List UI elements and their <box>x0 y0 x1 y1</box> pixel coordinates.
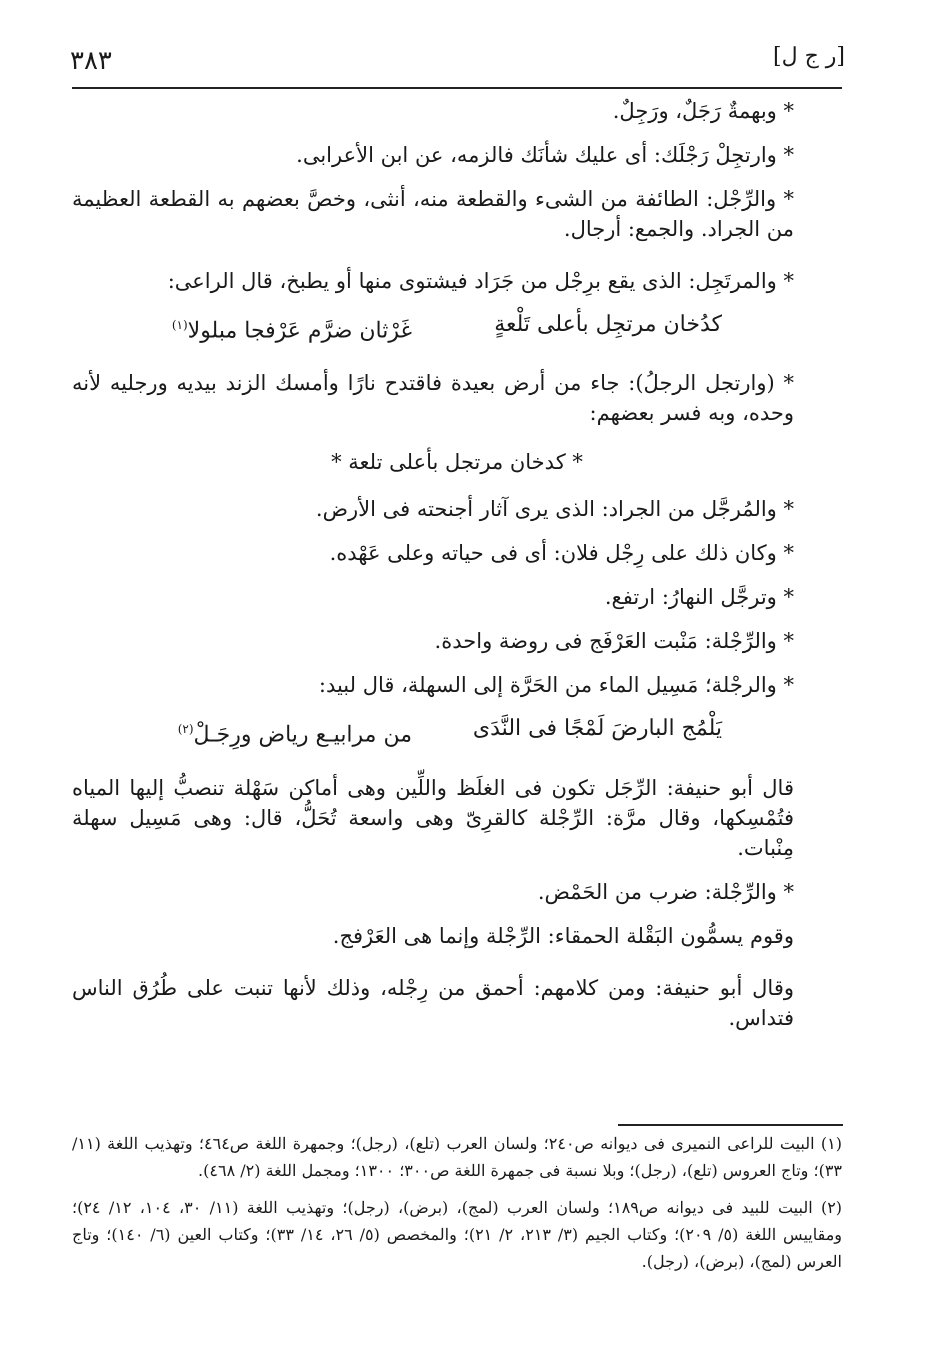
paragraph: * وارتجِلْ رَجْلَك: أى عليك شأنَك فالزمه، عن ابن الأعرابى. <box>296 143 794 167</box>
verse-1 <box>72 310 842 346</box>
footnote-ref-2: (٢) <box>177 722 194 737</box>
verse-2-hemistich-right: يَلْمُج البارضَ لَمْجًا فى النَّدَى <box>472 716 722 742</box>
verse-1-left-text: غَرْثان ضرَّم عَرْفجا مبلولا <box>187 318 412 344</box>
verse-2-left-text: من مرابيـع رياض ورِجَـلْ <box>193 722 412 748</box>
entry-line: * والرِّجْلة: ضرب من الحَمْض. <box>537 879 794 904</box>
paragraph: * والرِّجْل: الطائفة من الشىء والقطعة منه، أنثى، وخصَّ بعضهم به القطعة العظيمة من الجراد. والجمع: أرجال. <box>72 187 794 241</box>
footnote-rule <box>618 1124 843 1126</box>
verse-1-hemistich-left <box>72 310 432 346</box>
verse-1-hemistich-right: كدُخان مرتجِل بأعلى تَلْعةٍ <box>494 312 722 337</box>
paragraph: * والمرتَجِل: الذى يقع برِجْل من جَرَاد فيشتوى منها أو يطبخ، قال الراعى: <box>167 269 794 293</box>
paragraph: * (وارتجل الرجلُ): جاء من أرض بعيدة فاقتدح نارًا وأمسك الزند بيديه ورجليه لأنه وحده، وبه فسر بعضهم: <box>72 371 794 426</box>
entry-line: * والرِّجْلة: مَنْبت العَرْفَج فى روضة واحدة. <box>434 629 794 654</box>
entry-line: وقوم يسمُّون البَقْلة الحمقاء: الرِّجْلة وإنما هى العَرْفج. <box>332 923 794 948</box>
verse-2 <box>72 714 842 750</box>
entry-line: * وترجَّل النهارُ: ارتفع. <box>604 585 794 610</box>
header-rule <box>72 87 842 89</box>
footnote-ref-1: (١) <box>171 318 188 332</box>
main-text <box>72 96 842 1055</box>
verse-2-hemistich-left <box>72 714 432 750</box>
footnote: (٢) البيت للبيد فى ديوانه ص١٨٩؛ ولسان العرب (لمج)، (برض)، (رجل)؛ وتهذيب اللغة (١١/ ٣٠، ١٠٤، ١٢/ ٢٤)؛ ومقاييس اللغة (٥/ ٢٠٩)؛ وكتاب الجيم (٣/ ٢١٣، ٢/ ٢١)؛ والمخصص (٥/ ٢٦، ١٤/ ٣٣)؛ وكتاب العين (٦/ ١٤٠)؛ وتاج العرس (لمج)، (برض)، (رجل). <box>72 1198 843 1271</box>
centered-verse: * كدخان مرتجل بأعلى تلعة * <box>331 450 583 475</box>
footnote: (١) البيت للراعى النميرى فى ديوانه ص٢٤٠؛ ولسان العرب (تلع)، (رجل)؛ وجمهرة اللغة ص٤٦٤؛ وتهذيب اللغة (١١/ ٣٣)؛ وتاج العروس (تلع)، (رجل)؛ وبلا نسبة فى جمهرة اللغة ص٣٠٠؛ ١٣٠٠؛ ومجمل اللغة (٢/ ٤٦٨). <box>72 1134 843 1180</box>
footnotes <box>72 1130 842 1285</box>
paragraph: * وبهمةٌ رَجَلٌ، ورَجِلٌ. <box>612 99 794 123</box>
paragraph: وقال أبو حنيفة: ومن كلامهم: أحمق من رِجْله، وذلك لأنها تنبت على طُرُق الناس فتداس. <box>72 975 794 1030</box>
paragraph: قال أبو حنيفة: الرِّجَل تكون فى الغلَظ واللِّين وهى أماكن سَهْلة تنصبُّ إليها المياه فتُمْسِكها، وقال مرَّة: الرِّجْلة كالقرِىّ وهى واسعة تُحَلُّ، قال: وهى مَسِيل سهلة مِنْبات. <box>72 775 794 860</box>
page-header <box>70 40 845 88</box>
entry-line: * والرجْلة؛ مَسِيل الماء من الحَرَّة إلى السهلة، قال لبيد: <box>318 673 794 698</box>
entry-line: * والمُرجَّل من الجراد: الذى يرى آثار أجنحته فى الأرض. <box>315 497 794 522</box>
entry-line: * وكان ذلك على رِجْل فلان: أى فى حياته وعلى عَهْده. <box>329 541 794 566</box>
page-number: ٣٨٣ <box>70 46 112 76</box>
root-label: [ر ج ل] <box>773 44 845 69</box>
